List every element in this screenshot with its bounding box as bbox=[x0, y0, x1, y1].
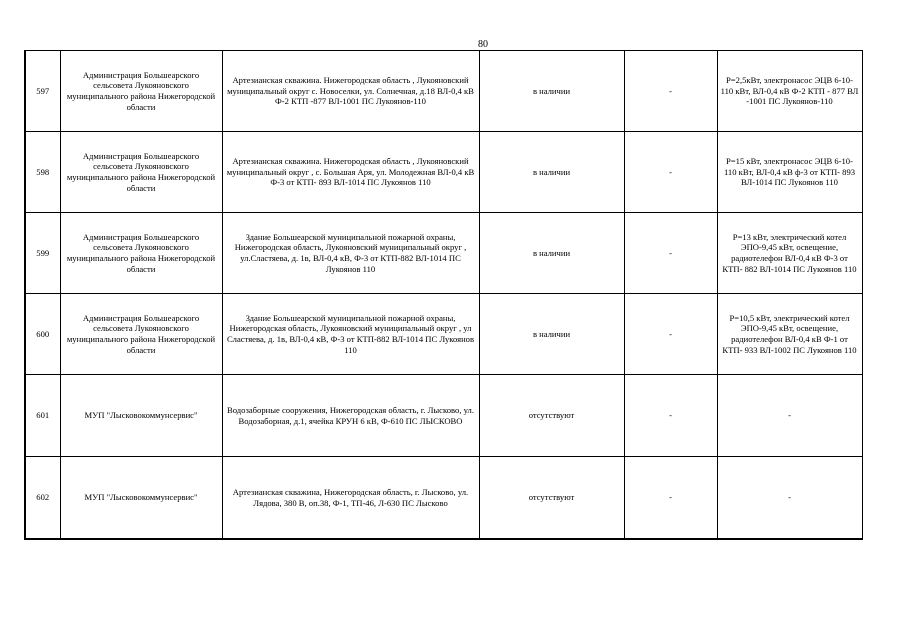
extra-cell: - bbox=[624, 51, 717, 132]
owner-cell: МУП "Лысковокоммунсервис" bbox=[60, 457, 222, 540]
object-cell: Здание Большеарской муниципальной пожарной охраны, Нижегородская область, Лукояновский муниципальный округ , ул Сластяева, д. 1в, ВЛ-0,4 кВ, Ф-3 от КТП-882 ВЛ-1014 ПС Лукоянов 110 bbox=[222, 294, 479, 375]
owner-cell: Администрация Большеарского сельсовета Лукояновского муниципального района Нижегородской области bbox=[60, 213, 222, 294]
owner-cell: МУП "Лысковокоммунсервис" bbox=[60, 375, 222, 457]
row-number: 602 bbox=[25, 457, 60, 540]
object-cell: Артезианская скважина. Нижегородская область , Лукояновский муниципальный округ с. Новоселки, ул. Солнечная, д.18 ВЛ-0,4 кВ Ф-2 КТП -877 ВЛ-1001 ПС Лукоянов-110 bbox=[222, 51, 479, 132]
data-table bbox=[24, 50, 863, 540]
extra-cell: - bbox=[624, 132, 717, 213]
extra-cell: - bbox=[624, 213, 717, 294]
availability-cell: отсутствуют bbox=[479, 457, 624, 540]
table-row bbox=[25, 294, 862, 375]
extra-cell: - bbox=[624, 375, 717, 457]
table-row bbox=[25, 51, 862, 132]
extra-cell: - bbox=[624, 457, 717, 540]
row-number: 597 bbox=[25, 51, 60, 132]
owner-cell: Администрация Большеарского сельсовета Лукояновского муниципального района Нижегородской области bbox=[60, 132, 222, 213]
table-row bbox=[25, 375, 862, 457]
row-number: 599 bbox=[25, 213, 60, 294]
object-cell: Артезианская скважина, Нижегородская область, г. Лысково, ул. Лядова, 380 В, оп.38, Ф-1, ТП-46, Л-630 ПС Лысково bbox=[222, 457, 479, 540]
power-cell: - bbox=[717, 457, 862, 540]
availability-cell: в наличии bbox=[479, 51, 624, 132]
row-number: 600 bbox=[25, 294, 60, 375]
table-row bbox=[25, 213, 862, 294]
object-cell: Водозаборные сооружения, Нижегородская область, г. Лысково, ул. Водозаборная, д.1, ячейка КРУН 6 кВ, Ф-610 ПС ЛЫСКОВО bbox=[222, 375, 479, 457]
page-number: 80 bbox=[478, 39, 488, 50]
owner-cell: Администрация Большеарского сельсовета Лукояновского муниципального района Нижегородской области bbox=[60, 294, 222, 375]
power-cell: Р=13 кВт, электрический котел ЭПО-9,45 кВт, освещение, радиотелефон ВЛ-0,4 кВ Ф-3 от КТП- 882 ВЛ-1014 ПС Лукоянов 110 bbox=[717, 213, 862, 294]
availability-cell: отсутствуют bbox=[479, 375, 624, 457]
power-cell: Р=10,5 кВт, электрический котел ЭПО-9,45 кВт, освещение, радиотелефон ВЛ-0,4 кВ Ф-1 от КТП- 933 ВЛ-1002 ПС Лукоянов 110 bbox=[717, 294, 862, 375]
owner-cell: Администрация Большеарского сельсовета Лукояновского муниципального района Нижегородской области bbox=[60, 51, 222, 132]
availability-cell: в наличии bbox=[479, 132, 624, 213]
table-row bbox=[25, 132, 862, 213]
availability-cell: в наличии bbox=[479, 213, 624, 294]
power-cell: Р=2,5кВт, электронасос ЭЦВ 6-10-110 кВт, ВЛ-0,4 кВ Ф-2 КТП - 877 ВЛ -1001 ПС Лукоянов-110 bbox=[717, 51, 862, 132]
extra-cell: - bbox=[624, 294, 717, 375]
row-number: 598 bbox=[25, 132, 60, 213]
table-row bbox=[25, 457, 862, 540]
object-cell: Артезианская скважина. Нижегородская область , Лукояновский муниципальный округ , с. Большая Аря, ул. Молодежная ВЛ-0,4 кВ Ф-3 от КТП- 893 ВЛ-1014 ПС Лукоянов 110 bbox=[222, 132, 479, 213]
power-cell: Р=15 кВт, электронасос ЭЦВ 6-10-110 кВт, ВЛ-0,4 кВ ф-3 от КТП- 893 ВЛ-1014 ПС Лукоянов 110 bbox=[717, 132, 862, 213]
object-cell: Здание Большеарской муниципальной пожарной охраны, Нижегородская область, Лукояновский муниципальный округ , ул.Сластяева, д. 1в, ВЛ-0,4 кВ, Ф-3 от КТП-882 ВЛ-1014 ПС Лукоянов 110 bbox=[222, 213, 479, 294]
power-cell: - bbox=[717, 375, 862, 457]
row-number: 601 bbox=[25, 375, 60, 457]
availability-cell: в наличии bbox=[479, 294, 624, 375]
